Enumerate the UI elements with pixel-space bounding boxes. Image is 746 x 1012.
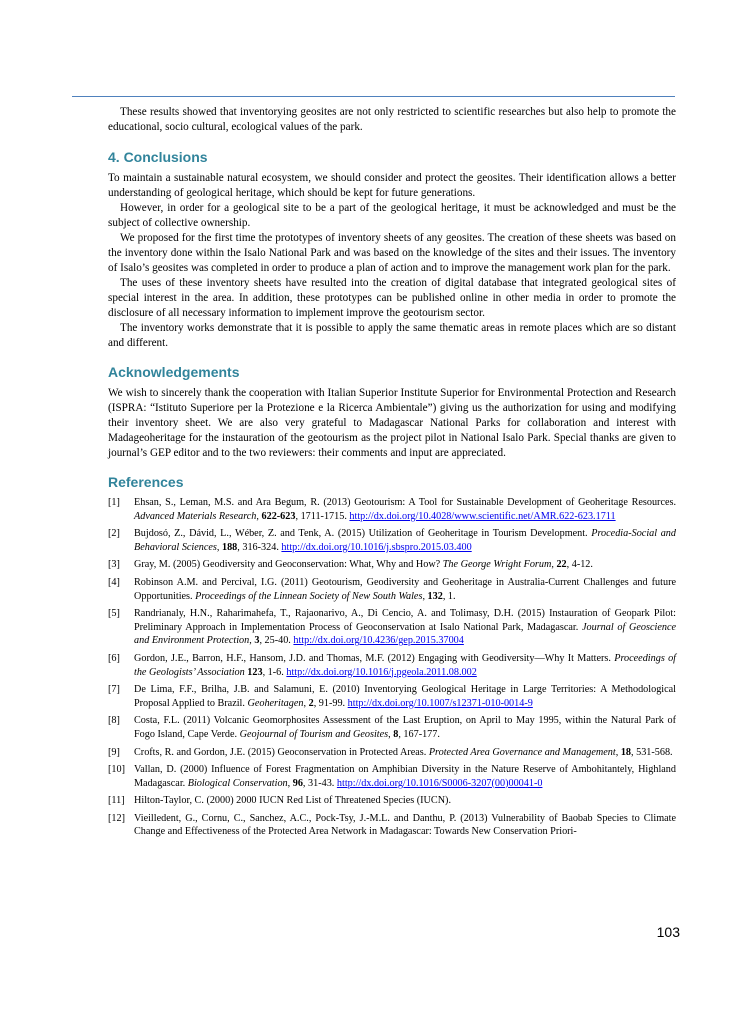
- reference-item: [108, 576, 676, 603]
- reference-journal: Geoheritagen: [247, 697, 304, 709]
- reference-number: [4]: [108, 576, 120, 588]
- reference-pages: , 25-40.: [259, 635, 294, 647]
- conclusions-paragraph-5: The inventory works demonstrate that it is possible to apply the same thematic areas in remote places which are so distant and different.: [108, 322, 676, 349]
- reference-pages: , 91-99.: [313, 697, 348, 709]
- reference-separator: ,: [249, 635, 255, 647]
- reference-volume: 188: [221, 541, 238, 553]
- reference-separator: ,: [388, 728, 394, 740]
- reference-pages: , 1.: [442, 590, 456, 602]
- reference-separator: ,: [422, 590, 428, 602]
- reference-volume: 3: [254, 635, 260, 647]
- reference-journal: Protected Area Governance and Management: [428, 746, 616, 758]
- reference-authors: Vallan, D. (2000) Influence of Forest Fragmentation on Amphibian Diversity in the Nature Reserve of Ambohitantely, Highland Madagascar.: [134, 764, 676, 789]
- reference-number: [1]: [108, 497, 120, 508]
- reference-authors: Vieilledent, G., Cornu, C., Sanchez, A.C., Pock-Tsy, J.-M.L. and Danthu, P. (2013) Vulnerability of Baobab Species to Climate Change and Effectiveness of the Protected Area Network in Madagascar: Towards New Conservation Priori-: [134, 812, 676, 838]
- reference-text: [134, 683, 676, 710]
- reference-number: [8]: [108, 715, 120, 727]
- reference-number: [7]: [108, 684, 120, 696]
- reference-text: [134, 558, 676, 572]
- reference-authors: Gray, M. (2005) Geodiversity and Geoconservation: What, Why and How?: [134, 559, 443, 571]
- reference-volume: 22: [556, 559, 567, 571]
- reference-journal: Proceedings of the Linnean Society of New South Wales: [195, 590, 423, 602]
- reference-item: [108, 763, 676, 790]
- reference-journal: Proceedings of the Geologists’ Association: [134, 652, 676, 678]
- reference-text: [134, 496, 676, 523]
- reference-journal: Biological Conservation: [187, 777, 288, 789]
- reference-item: [108, 714, 676, 741]
- acknowledgements-heading: Acknowledgements: [108, 364, 240, 380]
- intro-paragraph: These results showed that inventorying geosites are not only restricted to scientific researches but also help to promote the educational, socio cultural, ecological values of the park.: [108, 106, 676, 133]
- reference-number: [12]: [108, 812, 125, 824]
- reference-authors: Robinson A.M. and Percival, I.G. (2011) Geotourism, Geodiversity and Geoheritage in Australia-Current Challenges and future Opportunities.: [134, 576, 676, 602]
- reference-doi-link[interactable]: http://dx.doi.org/10.1007/s12371-010-0014-9: [347, 697, 533, 709]
- reference-text: [134, 794, 676, 808]
- reference-item: [108, 794, 676, 808]
- reference-volume: 96: [292, 777, 303, 789]
- reference-volume: 132: [427, 590, 443, 602]
- reference-authors: Randrianaly, H.N., Raharimahefa, T., Rajaonarivo, A., Di Cencio, A. and Tolimasy, D.H. (2015) Instauration of Geopark Pilot: Preliminary Approach in Implementation Process of Geoconservation at Isalo National Park, Madagascar.: [134, 608, 676, 633]
- reference-authors: Costa, F.L. (2011) Volcanic Geomorphosites Assessment of the Last Eruption, on April to May 1995, within the Natural Park of Fogo Island, Cape Verde.: [134, 715, 676, 740]
- conclusions-paragraph-1: To maintain a sustainable natural ecosystem, we should consider and protect the geosites. Their identification allows a better understanding of geological heritage, which should be kept for future generations.: [108, 172, 676, 199]
- reference-separator: ,: [551, 559, 557, 571]
- reference-item: [108, 527, 676, 554]
- reference-item: [108, 607, 676, 648]
- reference-text: [134, 576, 676, 603]
- reference-volume: 123: [247, 666, 263, 678]
- reference-number: [2]: [108, 528, 120, 540]
- reference-authors: Bujdosó, Z., Dávid, L., Wéber, Z. and Tenk, A. (2015) Utilization of Geoheritage in Tourism Development.: [134, 528, 592, 540]
- page-number: 103: [656, 924, 680, 940]
- conclusions-heading: 4. Conclusions: [108, 149, 208, 165]
- reference-text: [134, 607, 676, 648]
- reference-item: [108, 812, 676, 839]
- header-rule: [72, 96, 675, 97]
- reference-journal: Journal of Geoscience and Environment Protection: [134, 621, 676, 647]
- conclusions-paragraph-2: However, in order for a geological site to be a part of the geological heritage, it must be acknowledged and must be the subject of collective ownership.: [108, 202, 676, 229]
- page-content: [108, 105, 676, 843]
- reference-doi-link[interactable]: http://dx.doi.org/10.1016/j.pgeola.2011.08.002: [286, 666, 477, 678]
- reference-number: [6]: [108, 652, 120, 664]
- conclusions-paragraph-3: We proposed for the first time the prototypes of inventory sheets of any geosites. The creation of these sheets was based on the inventory done within the Isalo National Park and was based on the knowledge of the sites and their issues. The inventory of Isalo’s geosites was completed in order to produce a plan of action and to improve the management work plan for the park.: [108, 232, 676, 274]
- reference-volume: 2: [308, 697, 314, 709]
- reference-item: [108, 652, 676, 679]
- reference-doi-link[interactable]: http://dx.doi.org/10.4028/www.scientific.net/AMR.622-623.1711: [349, 510, 616, 522]
- reference-authors: De Lima, F.F., Brilha, J.B. and Salamuni, E. (2010) Inventorying Geological Heritage in Large Territories: A Methodological Proposal Applied to Brazil.: [134, 684, 676, 709]
- reference-separator: ,: [256, 510, 262, 522]
- reference-volume: 622-623: [261, 510, 296, 522]
- reference-number: [5]: [108, 608, 120, 620]
- reference-authors: Ehsan, S., Leman, M.S. and Ara Begum, R. (2013) Geotourism: A Tool for Sustainable Development of Geoheritage Resources.: [134, 497, 676, 508]
- reference-authors: Hilton-Taylor, C. (2000) 2000 IUCN Red List of Threatened Species (IUCN).: [134, 795, 451, 807]
- reference-list: [108, 496, 676, 839]
- reference-pages: , 4-12.: [566, 559, 593, 571]
- reference-number: [9]: [108, 746, 120, 758]
- reference-doi-link[interactable]: http://dx.doi.org/10.4236/gep.2015.37004: [293, 635, 464, 647]
- reference-pages: , 31-43.: [302, 777, 337, 789]
- reference-text: [134, 812, 676, 839]
- reference-text: [134, 714, 676, 741]
- reference-text: [134, 746, 676, 760]
- reference-pages: , 316-324.: [237, 541, 282, 553]
- reference-separator: ,: [287, 777, 293, 789]
- reference-item: [108, 683, 676, 710]
- reference-item: [108, 558, 676, 572]
- reference-volume: 18: [620, 746, 631, 758]
- reference-separator: ,: [615, 746, 621, 758]
- reference-authors: Crofts, R. and Gordon, J.E. (2015) Geoconservation in Protected Areas.: [134, 746, 429, 758]
- reference-number: [10]: [108, 764, 125, 776]
- reference-text: [134, 763, 676, 790]
- reference-volume: 8: [393, 728, 399, 740]
- reference-journal: Geojournal of Tourism and Geosites: [239, 728, 389, 740]
- reference-authors: Gordon, J.E., Barron, H.F., Hansom, J.D. and Thomas, M.F. (2012) Engaging with Geodiversity—Why It Matters.: [134, 652, 615, 664]
- reference-item: [108, 746, 676, 760]
- reference-pages: , 1711-1715.: [295, 510, 350, 522]
- reference-journal: Advanced Materials Research: [134, 510, 257, 522]
- acknowledgements-paragraph: We wish to sincerely thank the cooperation with Italian Superior Institute Superior for Environmental Protection and Research (ISPRA: “Istituto Superiore per la Protezione e la Ricerca Ambientale”) giving us the authorization for using and modifying their inventory sheet. We are also very grateful to Madagascar National Parks for collaboration and interest with Madageoheritage for the instauration of the geotourism as the project pilot in National Isalo Park. Special thanks are given to journal’s GEP editor and to the two reviewers: their comments and input are appreciated.: [108, 387, 676, 459]
- conclusions-paragraph-4: The uses of these inventory sheets have resulted into the creation of digital database that integrated geological sites of special interest in the area. In addition, these prototypes can be published online in other media in order to promote the disclosure of all necessary information to implement improve the geotourism sector.: [108, 277, 676, 319]
- reference-pages: , 1-6.: [262, 666, 287, 678]
- reference-number: [11]: [108, 795, 125, 807]
- references-heading: References: [108, 474, 184, 490]
- reference-doi-link[interactable]: http://dx.doi.org/10.1016/j.sbspro.2015.03.400: [281, 541, 472, 553]
- reference-text: [134, 652, 676, 679]
- reference-separator: ,: [303, 697, 309, 709]
- reference-pages: , 167-177.: [398, 728, 440, 740]
- reference-item: [108, 496, 676, 523]
- reference-journal: The George Wright Forum: [442, 559, 552, 571]
- reference-doi-link[interactable]: http://dx.doi.org/10.1016/S0006-3207(00)00041-0: [336, 777, 543, 789]
- reference-text: [134, 527, 676, 554]
- reference-pages: , 531-568.: [631, 746, 673, 758]
- reference-number: [3]: [108, 559, 120, 571]
- reference-journal: Procedia-Social and Behavioral Sciences: [134, 528, 676, 553]
- reference-separator: ,: [216, 541, 222, 553]
